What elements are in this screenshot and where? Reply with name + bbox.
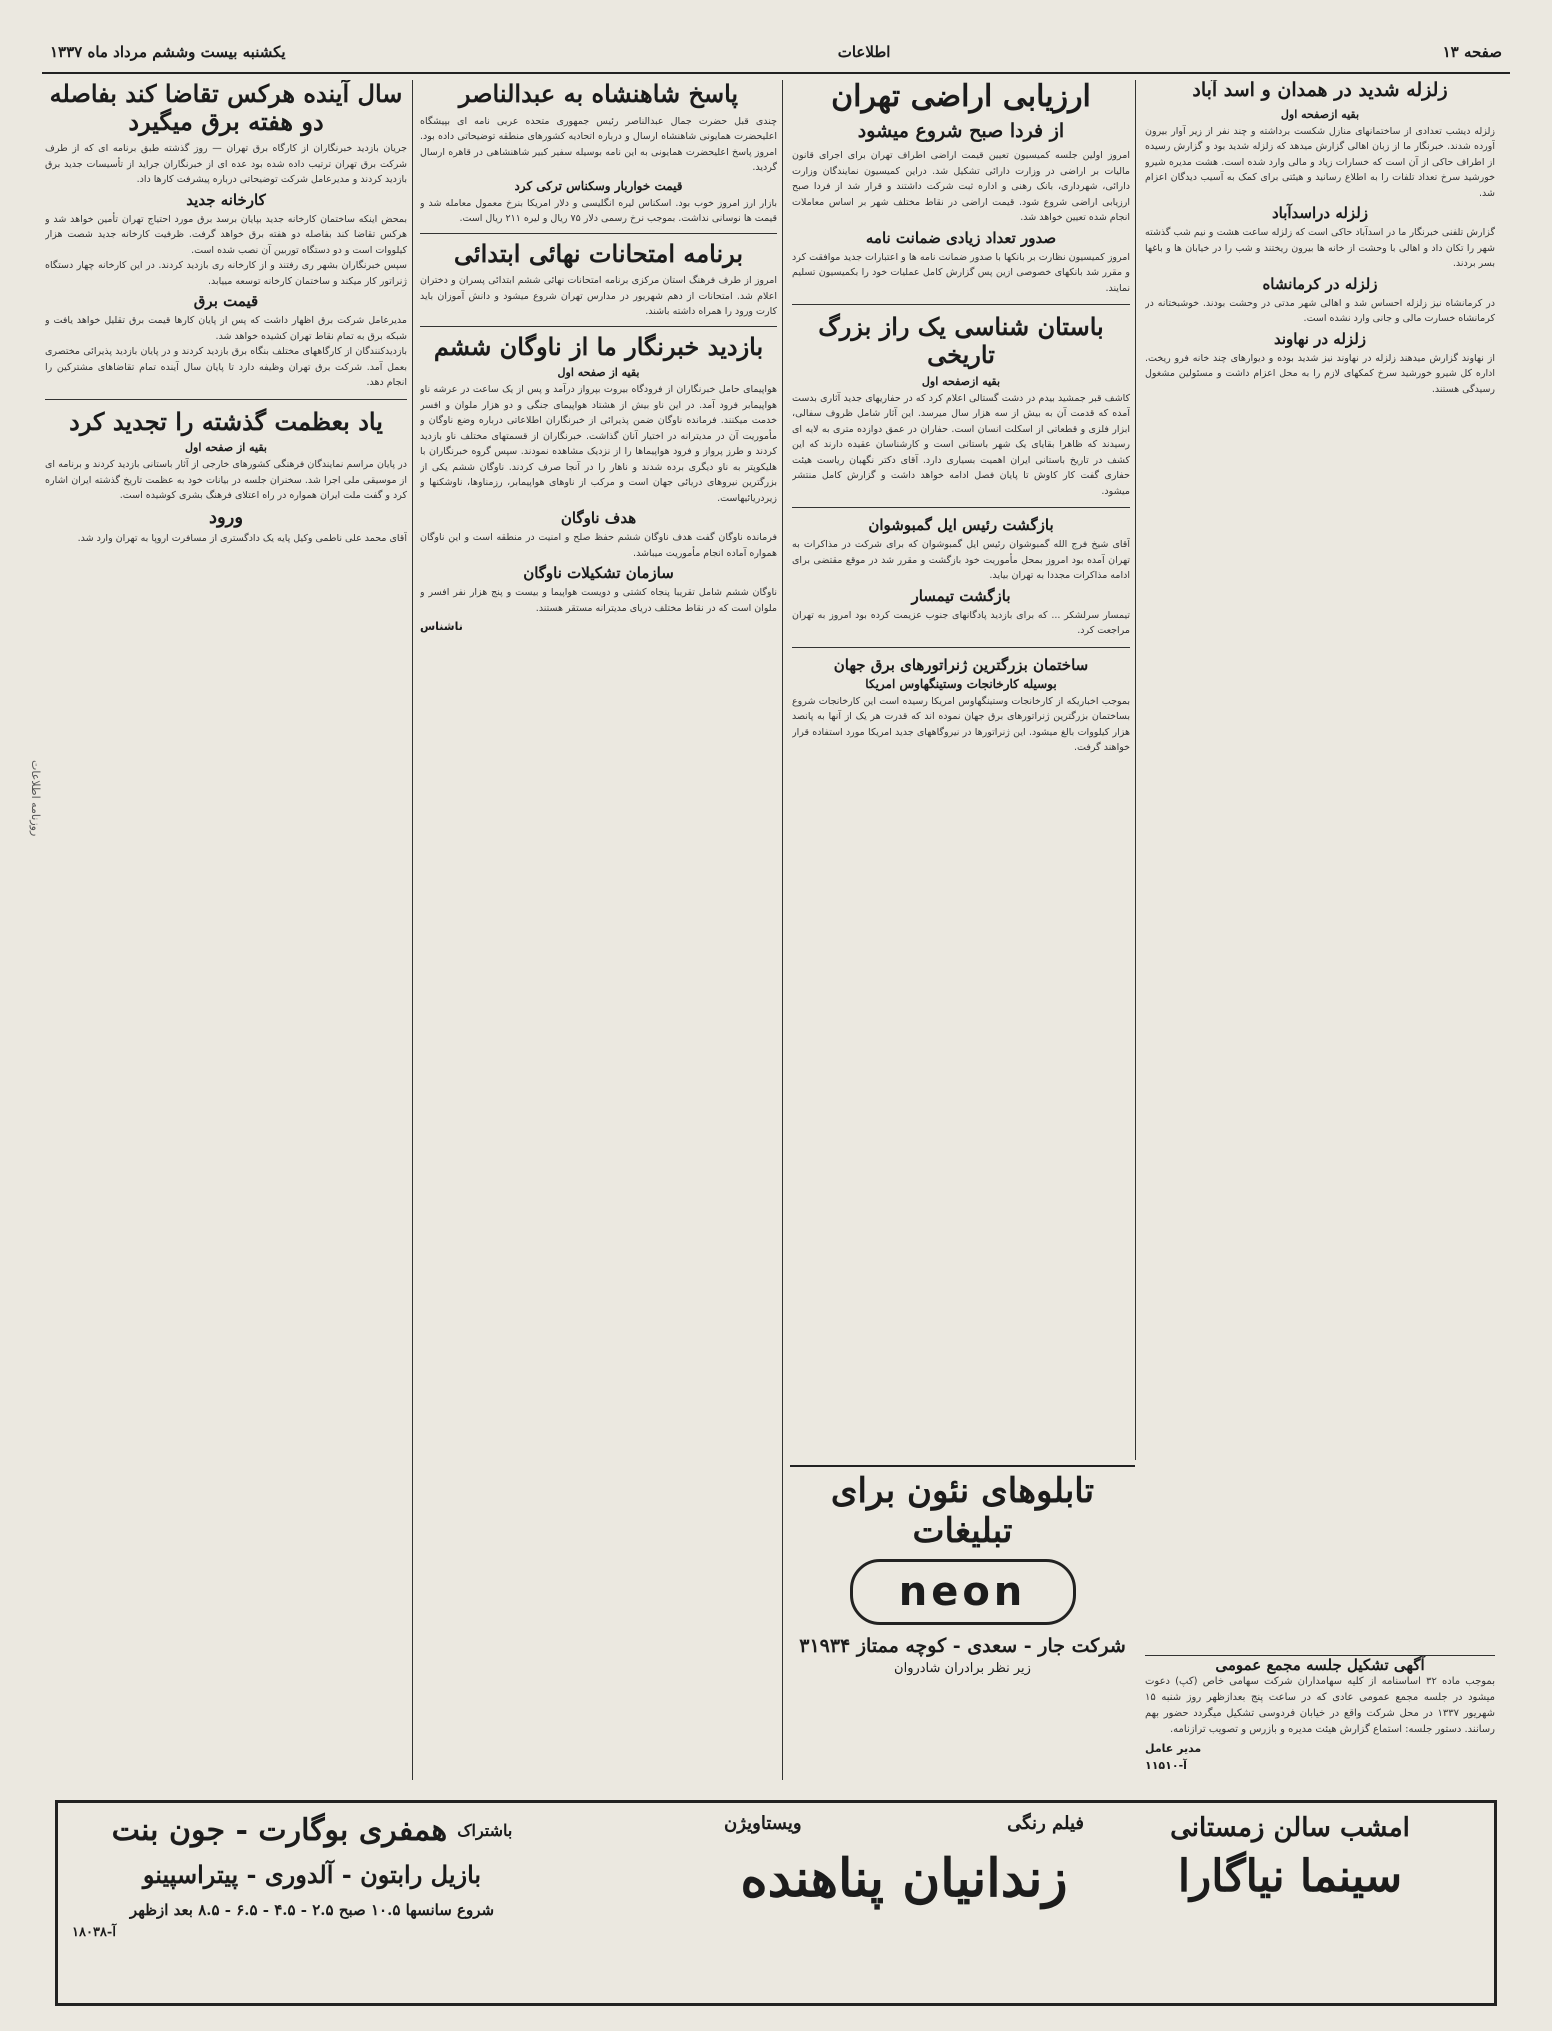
- section-rule: [420, 233, 777, 234]
- article-body: امروز کمیسیون نظارت بر بانکها با صدور ضمانت نامه ها و اعتبارات جدید موافقت کرد و مقرر شد بانکهای خصوصی ازین پس گزارش کامل عملیات خود را بکمیسیون تسلیم نمایند.: [792, 251, 1130, 294]
- section-rule: [420, 326, 777, 327]
- article-electricity: [45, 80, 407, 1785]
- neon-ad-address: شرکت جار - سعدی - کوچه ممتاز ۳۱۹۳۴: [799, 1635, 1126, 1657]
- article-body: سپس خبرنگاران بشهر ری رفتند و از کارخانه ری بازدید کردند. در این کارخانه چهار دستگاه ژنراتور کار میکند و ساختمان کارخانه توسعه مییابد.: [45, 260, 407, 287]
- article-body: بازار ارز امروز خوب بود. اسکناس لیره انگلیسی و دلار امریکا بنرخ معمول معامله شد و قیمت ها نوسانی نداشت. بموجب نرخ رسمی دلار ۷۵ ریال و لیره ۲۱۱ ریال است.: [420, 197, 777, 225]
- neon-logo-icon: neon: [850, 1559, 1076, 1625]
- headline-shah-reply: پاسخ شاهنشاه به عبدالناصر: [458, 80, 739, 108]
- neon-ad-title: تابلوهای نئون برای تبلیغات: [830, 1471, 1095, 1551]
- film-info: [724, 1813, 1084, 1909]
- article-earthquake: [1145, 80, 1495, 1460]
- article-body: آقای شیخ فرج الله گمبوشوان رئیس ایل گمبوشوان که برای شرکت در مذاکرات به تهران آمده بود امروز بمحل مأموریت خود بازگشت و مقرر شد در موقع مقتضی برای ادامه مذاکرات مجددا به تهران بیاید.: [792, 539, 1130, 582]
- subheading: سازمان تشکیلات ناوگان: [523, 564, 674, 583]
- continued-label: بقیه ازصفحه اول: [921, 374, 1001, 388]
- shareholders-notice: [1145, 1655, 1495, 1786]
- article-body: زلزله دیشب تعدادی از ساختمانهای منازل شکست برداشته و چند نفر از زیر آوار بیرون آورده شدند. خبرنگار ما از زبان اهالی گزارش میدهد که زلزله شدید بود و گزارش رسیده از اطراف حاکی از آن است که خسارات زیاد و مالی وارد شده است. هشت مدیره شیرو خورشید سرخ تعداد تلفات را به اطلاع رسانید و هیئتی برای کمک به آسیب دیدگان اعزام شد.: [1145, 125, 1495, 199]
- article-body: در پایان مراسم نمایندگان فرهنگی کشورهای خارجی از آثار باستانی بازدید کردند و برنامه ای از موسیقی ملی اجرا شد. سخنران جلسه در بیانات خود به عظمت تاریخ گذشته ایران اشاره کرد و گفت ملت ایران همواره در راه اعتلای فرهنگ بشری کوشیده است.: [45, 459, 407, 502]
- continued-label: بقیه از صفحه اول: [557, 366, 640, 380]
- cast-with-label: باشتراک: [457, 1821, 513, 1840]
- cinema-tonight: امشب سالن زمستانی: [1170, 1813, 1410, 1843]
- article-body: مدیرعامل شرکت برق اظهار داشت که پس از پایان کارها قیمت برق تقلیل خواهد یافت و شبکه برق به تمام نقاط تهران کشیده خواهد شد.: [45, 315, 407, 342]
- continued-label: بقیه ازصفحه اول: [1280, 107, 1360, 121]
- column-rule: [1135, 80, 1136, 1460]
- headline-archaeology: باستان شناسی یک راز بزرگ تاریخی: [818, 312, 1104, 369]
- article-body: گزارش تلفنی خبرنگار ما در اسدآباد حاکی است که زلزله ساعت هشت و نیم شب گذشته شهر را تکان داد و اهالی با وحشت از خانه ها بیرون ریختند و شب را در خیابان ها و باغها بسر بردند.: [1145, 227, 1495, 270]
- neon-advertisement: [790, 1465, 1135, 1677]
- article-body: ناوگان ششم شامل تقریبا پنجاه کشتی و دویست هواپیما و بیست و پنج هزار نفر افسر و ملوان است که در نقاط مختلف دریای مدیترانه مستقر هستند.: [420, 587, 777, 614]
- article-body: از نهاوند گزارش میدهند زلزله در نهاوند نیز شدید بوده و دیوارهای چند خانه فرو ریخت. اداره کل شیرو خورشید سرخ کمکهای لازم را به محل اعزام داشت و مسئولین مشغول رسیدگی هستند.: [1145, 352, 1495, 395]
- film-format-label: ویستاویژن: [724, 1813, 802, 1834]
- article-body: کاشف قبر جمشید بیدم در دشت گستالی اعلام کرد که در حفاریهای جدید آثاری بدست آمده که قدمت آن به بیش از سه هزار سال میرسد. این آثار شامل ظروف سفالی، ابزار فلزی و قطعاتی از اسکلت انسان است. حفاران در عمق دوازده متری به لایه ای رسیدند که ظاهرا بقایای یک شهر باستانی است و کارشناسان عقیده دارند که این کشف در تاریخ باستانی ایران اهمیت بسیاری دارد. آقای دکتر نگهبان ریاست هیئت حفاری گفت کار کاوش تا پایان فصل ادامه خواهد داشت و گزارش کامل منتشر میشود.: [792, 392, 1130, 497]
- cast-line-1: همفری بوگارت - جون بنت: [111, 1813, 448, 1848]
- subheading: هدف ناوگان: [560, 509, 637, 528]
- column-rule: [782, 80, 783, 1780]
- article-body: هواپیمای حامل خبرنگاران از فرودگاه بیروت بپرواز درآمد و پس از یک ساعت در عرشه ناو هواپیمابر فرود آمد. در این ناو بیش از هشتاد هواپیمای جنگی و دو هزار ملوان و افسر خدمت میکنند. فرمانده ناوگان ضمن پذیرائی از خبرنگاران اطلاعاتی درباره وضع ناوگان و مأموریت آن در مدیترانه در اختیار آنان گذاشت. خبرنگاران از قسمتهای مختلف ناو بازدید کردند و طرز پرواز و فرود هواپیماها را از نزدیک مشاهده نمودند. سپس گروه خبرنگاران با هلیکوپتر به ناو دیگری برده شدند و ناهار را در آنجا صرف کردند. ناوگان ششم یکی از بزرگترین نیروهای دریائی جهان است و مرکب از ناوهای هواپیمابر، رزمناوها، ناوشکنها و زیردریائیهاست.: [420, 384, 777, 504]
- cinema-ad-code: آ-۱۸۰۳۸: [72, 1925, 116, 1940]
- subheading: صدور تعداد زیادی ضمانت نامه: [865, 228, 1057, 247]
- subheading: زلزله دراسدآباد: [1271, 204, 1369, 223]
- article-signature: ناشناس: [420, 620, 463, 634]
- article-body: چندی قبل حضرت جمال عبدالناصر رئیس جمهوری متحده عربی نامه ای بپیشگاه اعلیحضرت همایونی شاهنشاه ارسال و درباره اتحادیه کشورهای منطقه توضیحاتی داده بود. امروز پاسخ اعلیحضرت همایونی به این نامه بوسیله سفیر کبیر شاهنشاهی در قاهره ارسال گردید.: [420, 115, 777, 174]
- cinema-info: [1100, 1813, 1480, 1902]
- margin-label: روزنامه اطلاعات: [29, 760, 42, 837]
- newspaper-name: اطلاعات: [837, 43, 891, 61]
- cinema-advertisement: [55, 1800, 1497, 2006]
- article-body: امروز اولین جلسه کمیسیون تعیین قیمت اراضی اطراف تهران برای اجرای قانون مالیات بر اراضی در وزارت دارائی تشکیل شد. دراین کمیسیون نمایندگان وزارت دارائی، شهرداری، بانک رهنی و اداره ثبت شرکت داشتند و قرار شد از فردا صبح ارزیابی اراضی شروع شود. قیمت اراضی در نقاط مختلف شهر بر اساس معاملات انجام شده تعیین خواهد شد.: [792, 150, 1130, 224]
- headline-past-glory: یاد بعظمت گذشته را تجدید کرد: [69, 406, 383, 436]
- section-rule: [792, 507, 1130, 508]
- showtimes: شروع سانسها ۱۰.۵ صبح ۲.۵ - ۴.۵ - ۶.۵ - ۸.۵ بعد ازظهر: [129, 1901, 495, 1919]
- article-body: آقای محمد علی ناطمی وکیل پایه یک دادگستری از مسافرت اروپا به تهران وارد شد.: [77, 532, 407, 544]
- article-land-valuation: [792, 80, 1130, 1450]
- article-body: بازدیدکنندگان از کارگاههای مختلف بنگاه برق بازدید کردند و در پایان بازدید پذیرائی مختصری بعمل آمد. شرکت برق تهران وظیفه دارد تا پایان سال آینده تمام تقاضاهای مشترکین را انجام دهد.: [45, 346, 407, 389]
- article-body: در کرمانشاه نیز زلزله احساس شد و اهالی شهر مدتی در وحشت بودند. خوشبختانه در کرمانشاه خسارت مالی و جانی وارد نشده است.: [1145, 297, 1495, 325]
- page-header: [50, 38, 1502, 66]
- film-title: زندانیان پناهنده: [740, 1848, 1068, 1909]
- column-rule: [412, 80, 413, 1780]
- page-number: صفحه ۱۳: [1442, 43, 1502, 61]
- cinema-name: سینما نیاگارا: [1177, 1851, 1403, 1902]
- article-body: امروز از طرف فرهنگ استان مرکزی برنامه امتحانات نهائی ششم ابتدائی پسران و دختران اعلام شد. امتحانات از دهم شهریور در مدارس تهران شروع میشود و دانش آموزان باید کارت ورود را همراه داشته باشند.: [420, 275, 777, 318]
- subheading: قیمت خواربار وسکناس ترکی کرد: [514, 178, 683, 193]
- headline-sixth-fleet: بازدید خبرنگار ما از ناوگان ششم: [433, 331, 764, 361]
- cast-info: [72, 1813, 552, 1940]
- header-rule: [42, 72, 1510, 74]
- notice-title: آگهی تشکیل جلسه مجمع عمومی: [1215, 1656, 1425, 1674]
- notice-signature: مدیر عامل: [1145, 1742, 1202, 1755]
- notice-body: بموجب ماده ۳۲ اساسنامه از کلیه سهامداران شرکت سهامی خاص (کپ) دعوت میشود در جلسه مجمع عمومی عادی که در ساعت پنج بعدازظهر روز شنبه ۱۵ شهریور ۱۳۳۷ در محل شرکت واقع در خیابان فردوسی تشکیل میگردد حضور بهم رسانند. دستور جلسه: استماع گزارش هیئت مدیره و بازرس و تصویب ترازنامه.: [1145, 1676, 1495, 1735]
- section-rule: [792, 304, 1130, 305]
- headline-land-valuation: ارزیابی اراضی تهران: [831, 80, 1091, 114]
- continued-label: بقیه از صفحه اول: [185, 441, 267, 455]
- headline-exams: برنامه امتحانات نهائی ابتدائی: [453, 238, 744, 268]
- article-body: جریان بازدید خبرنگاران از کارگاه برق تهران — روز گذشته طبق برنامه ای که از طرف شرکت برق تهران ترتیب داده شده بود عده ای از خبرنگاران جراید از تأسیسات جدید برق بازدید کردند و مدیرعامل شرکت توضیحاتی درباره پیشرفت کارها داد.: [45, 143, 407, 186]
- subheading: زلزله در نهاوند: [1273, 329, 1367, 348]
- headline-earthquake: زلزله شدید در همدان و اسد آباد: [1192, 80, 1448, 101]
- article-body: بموجب اخباریکه از کارخانجات وستینگهاوس امریکا رسیده است این کارخانجات شروع بساختمان بزرگترین ژنراتورهای برق جهان نموده اند که قدرت هر یک از آنها به پانصد هزار کیلووات بالغ میشود. این ژنراتورها در نیروگاههای جدید امریکا مورد استفاده قرار خواهند گرفت.: [792, 695, 1130, 754]
- subheading: کارخانه جدید: [186, 190, 266, 209]
- subheadline: از فردا صبح شروع میشود: [857, 119, 1065, 142]
- cast-line-2: بازیل رابتون - آلدوری - پیتراسپینو: [142, 1860, 482, 1889]
- article-body: بمحض اینکه ساختمان کارخانه جدید بپایان برسد برق مورد احتیاج تهران تأمین خواهد شد و هرکس تقاضا کند بفاصله دو هفته برق خواهد گرفت. ظرفیت کارخانه جدید شصت هزار کیلووات است و دو دستگاه توربین آن نصب شده است.: [45, 213, 407, 256]
- subheading-arrival: ورود: [208, 506, 244, 528]
- subheading: قیمت برق: [193, 292, 259, 311]
- headline-electricity: سال آینده هرکس تقاضا کند بفاصله دو هفته برق میگیرد: [49, 80, 403, 136]
- subheading: بازگشت تیمسار: [911, 586, 1011, 605]
- subheading: زلزله در کرمانشاه: [1262, 274, 1378, 293]
- article-body: تیمسار سرلشکر ... که برای بازدید پادگانهای جنوب عزیمت کرده بود امروز به تهران مراجعت کرد.: [792, 609, 1130, 637]
- margin-text: [20, 760, 42, 836]
- subheadline: بوسیله کارخانجات وستینگهاوس امریکا: [865, 676, 1057, 691]
- section-rule: [45, 399, 407, 400]
- film-color-label: فیلم رنگی: [1007, 1813, 1084, 1834]
- article-shah-reply: [420, 80, 777, 1785]
- headline-generators: ساختمان بزرگترین ژنراتورهای برق جهان: [833, 655, 1089, 674]
- section-rule: [792, 647, 1130, 648]
- article-body: فرمانده ناوگان گفت هدف ناوگان ششم حفظ صلح و امنیت در منطقه است و این ناوگان همواره آماده انجام مأموریت میباشد.: [420, 532, 777, 559]
- headline-tribe-chief: بازگشت رئیس ایل گمبوشوان: [868, 516, 1054, 535]
- issue-date: یکشنبه بیست وششم مرداد ماه ۱۳۳۷: [50, 43, 286, 61]
- notice-code: آ-۱۱۵۱۰: [1145, 1759, 1187, 1772]
- neon-ad-tagline: زیر نظر برادران شادروان: [894, 1661, 1031, 1676]
